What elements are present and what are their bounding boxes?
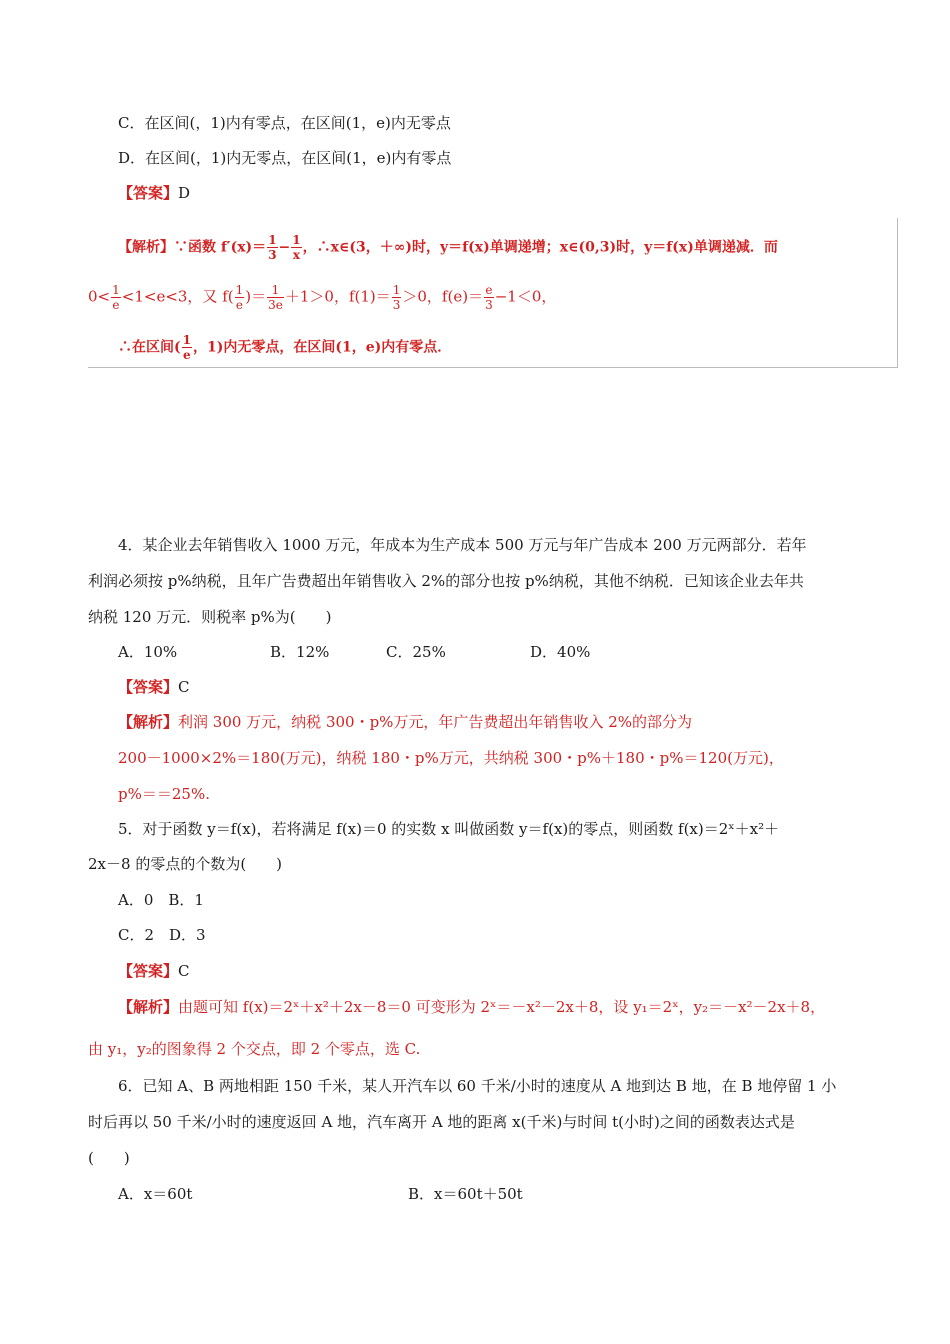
q5-analysis-line-2: 由 y₁，y₂的图象得 2 个交点，即 2 个零点，选 C.: [88, 1040, 421, 1058]
fraction: [267, 233, 277, 262]
fraction-denominator: x: [292, 248, 301, 262]
q6-option-b: B．x＝60t＋50t: [408, 1185, 523, 1203]
fraction-numerator: 1: [392, 283, 401, 297]
q4-option-b: B．12%: [270, 643, 330, 661]
q6-stem-line-2: 时后再以 50 千米/小时的速度返回 A 地，汽车离开 A 地的距离 x(千米)与时间 t(小时)之间的函数表达式是: [88, 1113, 795, 1131]
q4-stem-line-3: 纳税 120 万元．则税率 p%为( ): [88, 608, 332, 626]
text-segment: ＞0，f(e)＝: [402, 287, 484, 306]
q3-analysis-line-3: [118, 333, 451, 362]
fraction-denominator: 3: [268, 248, 277, 262]
answer-value: C: [178, 962, 190, 980]
analysis-tag: 【解析】: [118, 713, 179, 731]
q5-stem-line-2: 2x－8 的零点的个数为( ): [88, 855, 283, 873]
fraction: [111, 283, 121, 312]
fraction-numerator: 1: [292, 233, 301, 247]
q5-options-line-2: C．2 D．3: [118, 926, 206, 944]
fraction: [182, 333, 192, 362]
q6-stem-line-3: ( ): [88, 1149, 130, 1167]
fraction: [235, 283, 245, 312]
text-segment: ，1)内无零点，在区间(1，e)内有零点．: [192, 339, 452, 356]
text-segment: 0<: [88, 287, 111, 306]
q3-option-d: D．在区间(，1)内无零点，在区间(1，e)内有零点: [118, 149, 452, 167]
fraction: [484, 283, 494, 312]
text-segment: −: [278, 239, 291, 256]
text-segment: −1＜0，: [494, 287, 557, 306]
text-segment: 利润 300 万元，纳税 300・p%万元，年广告费超出年销售收入 2%的部分为: [178, 713, 693, 731]
q4-answer: [118, 676, 190, 698]
answer-tag: 【答案】: [118, 184, 179, 202]
fraction-numerator: 1: [267, 283, 284, 298]
fraction-denominator: 3e: [268, 298, 283, 312]
analysis-tag: 【解析】: [118, 998, 179, 1016]
fraction: [267, 283, 284, 312]
q4-stem-line-2: 利润必须按 p%纳税，且年广告费超出年销售收入 2%的部分也按 p%纳税，其他不纳税．已知该企业去年共: [88, 572, 804, 590]
q4-option-c: C．25%: [386, 643, 446, 661]
q5-options-line-1: A．0 B．1: [118, 891, 204, 909]
text-segment: ＋1＞0，f(1)＝: [284, 287, 391, 306]
fraction-denominator: e: [235, 298, 243, 312]
q4-analysis-line-2: 200－1000×2%＝180(万元)，纳税 180・p%万元，共纳税 300・p%＋180・p%＝120(万元)，: [118, 749, 784, 767]
fraction-numerator: 1: [112, 283, 120, 297]
fraction-denominator: 3: [485, 298, 493, 312]
fraction: [291, 233, 301, 262]
q3-option-c: C．在区间(，1)内有零点，在区间(1，e)内无零点: [118, 114, 451, 132]
q5-answer: [118, 960, 190, 982]
text-segment: <1<e<3，又 f(: [121, 287, 234, 306]
fraction-denominator: e: [112, 298, 120, 312]
fraction-numerator: e: [485, 283, 493, 297]
fraction-numerator: 1: [182, 333, 191, 347]
text-segment: ∵函数 f′(x)＝: [174, 239, 267, 256]
q6-option-a: A．x＝60t: [118, 1185, 193, 1203]
q5-analysis-line-1: [118, 996, 825, 1018]
answer-value: D: [178, 184, 191, 202]
answer-tag: 【答案】: [118, 678, 179, 696]
fraction-numerator: 1: [235, 283, 244, 297]
q4-analysis-line-1: [118, 711, 692, 733]
fraction-denominator: 3: [392, 298, 401, 312]
fraction: [392, 283, 402, 312]
text-segment: )＝: [245, 287, 267, 306]
text-segment: ∴在区间(: [118, 339, 181, 356]
text-segment: ，∴x∈(3，＋∞)时，y＝f(x)单调递增；x∈(0,3)时，y＝f(x)单调递减．而: [302, 239, 778, 256]
analysis-tag: 【解析】: [118, 239, 174, 256]
fraction-denominator: e: [182, 348, 191, 362]
q4-stem-line-1: 4．某企业去年销售收入 1000 万元，年成本为生产成本 500 万元与年广告成本 200 万元两部分．若年: [118, 536, 807, 554]
fraction-numerator: 1: [268, 233, 277, 247]
q6-stem-line-1: 6．已知 A、B 两地相距 150 千米，某人开汽车以 60 千米/小时的速度从 A 地到达 B 地，在 B 地停留 1 小: [118, 1077, 837, 1095]
answer-value: C: [178, 678, 190, 696]
q3-analysis-line-1: [118, 233, 778, 262]
text-segment: 由题可知 f(x)＝2ˣ＋x²＋2x－8＝0 可变形为 2ˣ＝－x²－2x＋8，设 y₁＝2ˣ，y₂＝－x²－2x＋8，: [178, 998, 826, 1016]
answer-tag: 【答案】: [118, 962, 179, 980]
q4-analysis-line-3: p%＝＝25%.: [118, 785, 210, 803]
q5-stem-line-1: 5．对于函数 y＝f(x)，若将满足 f(x)＝0 的实数 x 叫做函数 y＝f(x)的零点，则函数 f(x)＝2ˣ＋x²＋: [118, 820, 780, 838]
q3-analysis-line-2: [88, 283, 556, 312]
q3-answer: [118, 182, 190, 204]
q4-option-d: D．40%: [530, 643, 591, 661]
q4-option-a: A．10%: [118, 643, 178, 661]
